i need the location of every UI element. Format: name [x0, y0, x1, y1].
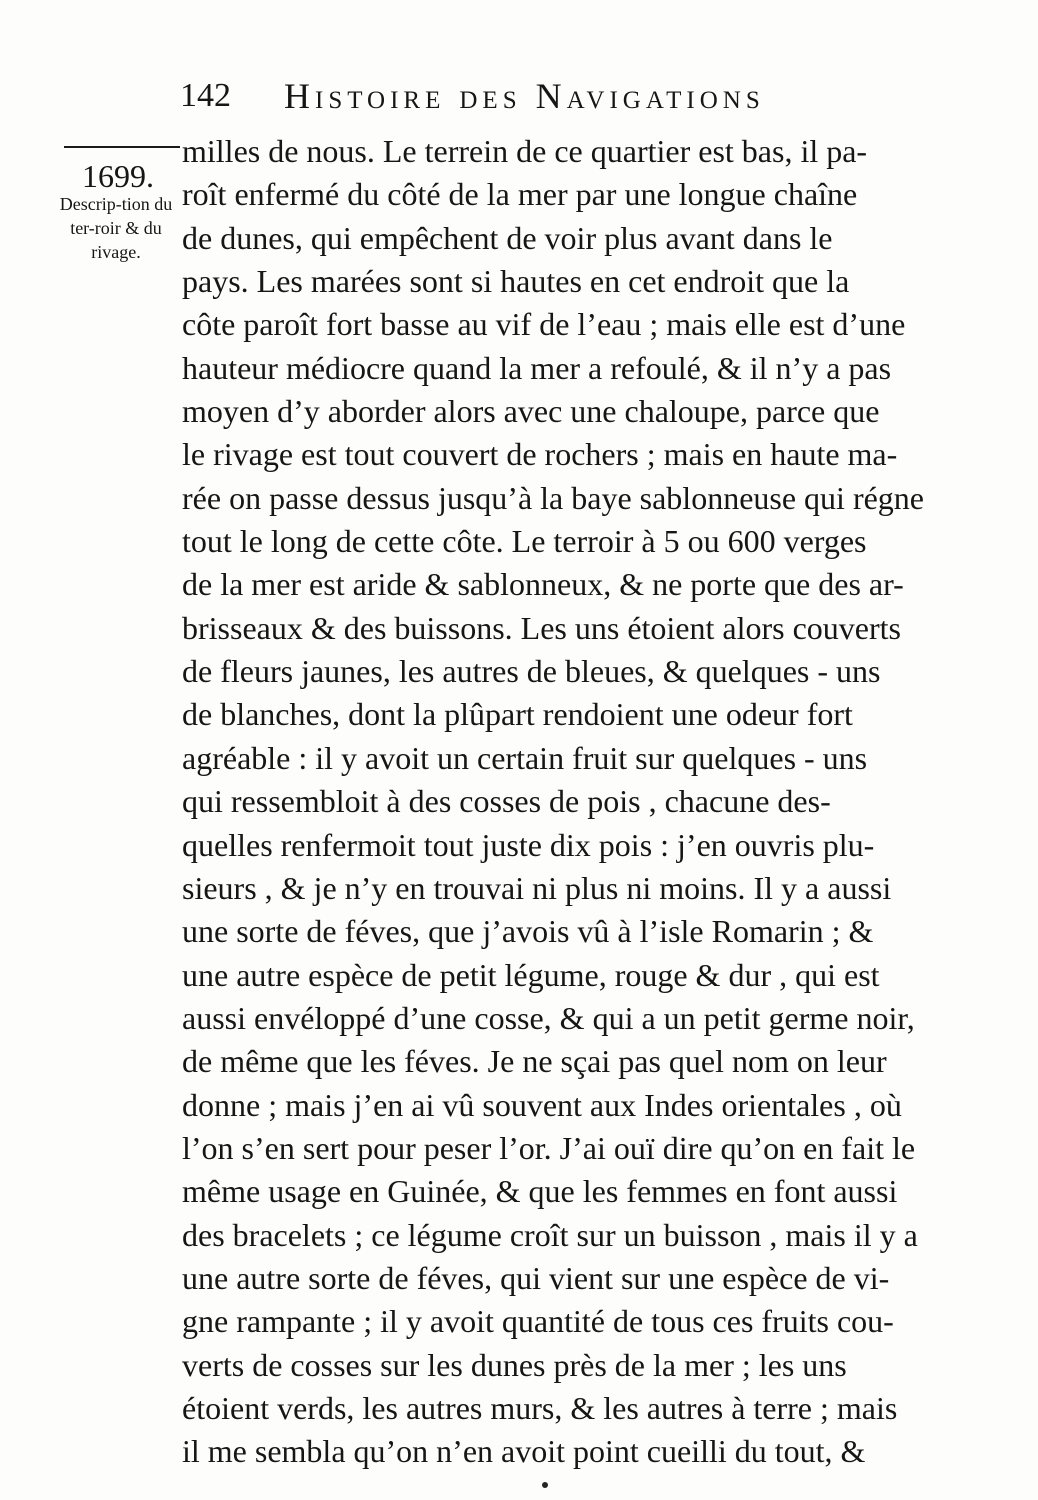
text-line: gne rampante ; il y avoit quantité de tous ces fruits cou-: [182, 1303, 894, 1340]
text-line: il me sembla qu’on n’en avoit point cueilli du tout, &: [182, 1433, 866, 1470]
text-line: agréable : il y avoit un certain fruit sur quelques - uns: [182, 739, 868, 776]
text-line: étoient verds, les autres murs, & les autres à terre ; mais: [182, 1389, 898, 1426]
running-title: Histoire des Navigations: [284, 76, 765, 116]
margin-rule: [64, 146, 180, 148]
text-line: de dunes, qui empêchent de voir plus avant dans le: [182, 219, 833, 256]
text-line: tout le long de cette côte. Le terroir à 5 ou 600 verges: [182, 523, 867, 560]
text-line: de même que les féves. Je ne sçai pas quel nom on leur: [182, 1043, 887, 1080]
text-line: une autre espèce de petit légume, rouge & dur , qui est: [182, 956, 880, 993]
text-line: une sorte de féves, que j’avois vû à l’isle Romarin ; &: [182, 913, 874, 950]
text-line: roît enfermé du côté de la mer par une longue chaîne: [182, 176, 858, 213]
text-line: donne ; mais j’en ai vû souvent aux Indes orientales , où: [182, 1086, 902, 1123]
text-line: côte paroît fort basse au vif de l’eau ; mais elle est d’une: [182, 306, 906, 343]
text-line: qui ressembloit à des cosses de pois , chacune des-: [182, 783, 831, 820]
text-line: une autre sorte de féves, qui vient sur une espèce de vi-: [182, 1259, 890, 1296]
text-line: de fleurs jaunes, les autres de bleues, & quelques - uns: [182, 653, 881, 690]
text-line: brisseaux & des buissons. Les uns étoient alors couverts: [182, 609, 901, 646]
text-line: aussi envéloppé d’une cosse, & qui a un petit germe noir,: [182, 999, 915, 1036]
text-line: rée on passe dessus jusqu’à la baye sablonneuse qui régne: [182, 479, 924, 516]
text-line: de blanches, dont la plûpart rendoient une odeur fort: [182, 696, 853, 733]
text-line: de la mer est aride & sablonneux, & ne porte que des ar-: [182, 566, 904, 603]
footer-mark: [542, 1482, 548, 1488]
text-line: sieurs , & je n’y en trouvai ni plus ni moins. Il y a aussi: [182, 869, 892, 906]
running-head: [180, 72, 910, 120]
text-line: hauteur médiocre quand la mer a refoulé, & il n’y a pas: [182, 349, 892, 386]
margin-year: 1699.: [82, 158, 154, 194]
text-line: l’on s’en sert pour peser l’or. J’ai ouï dire qu’on en fait le: [182, 1129, 916, 1166]
text-line: pays. Les marées sont si hautes en cet endroit que la: [182, 263, 850, 300]
text-line: le rivage est tout couvert de rochers ; mais en haute ma-: [182, 436, 898, 473]
page-number: 142: [180, 77, 231, 114]
text-line: quelles renfermoit tout juste dix pois : j’en ouvris plu-: [182, 826, 875, 863]
text-line: milles de nous. Le terrein de ce quartier est bas, il pa-: [182, 133, 868, 169]
text-line: des bracelets ; ce légume croît sur un buisson , mais il y a: [182, 1216, 918, 1253]
margin-note-text: Descrip-tion du ter-roir & du rivage.: [59, 194, 173, 262]
text-line: moyen d’y aborder alors avec une chaloupe, parce que: [182, 393, 880, 430]
text-line: verts de cosses sur les dunes près de la mer ; les uns: [182, 1346, 847, 1383]
body-text: [182, 130, 990, 1474]
text-line: même usage en Guinée, & que les femmes en font aussi: [182, 1173, 898, 1210]
